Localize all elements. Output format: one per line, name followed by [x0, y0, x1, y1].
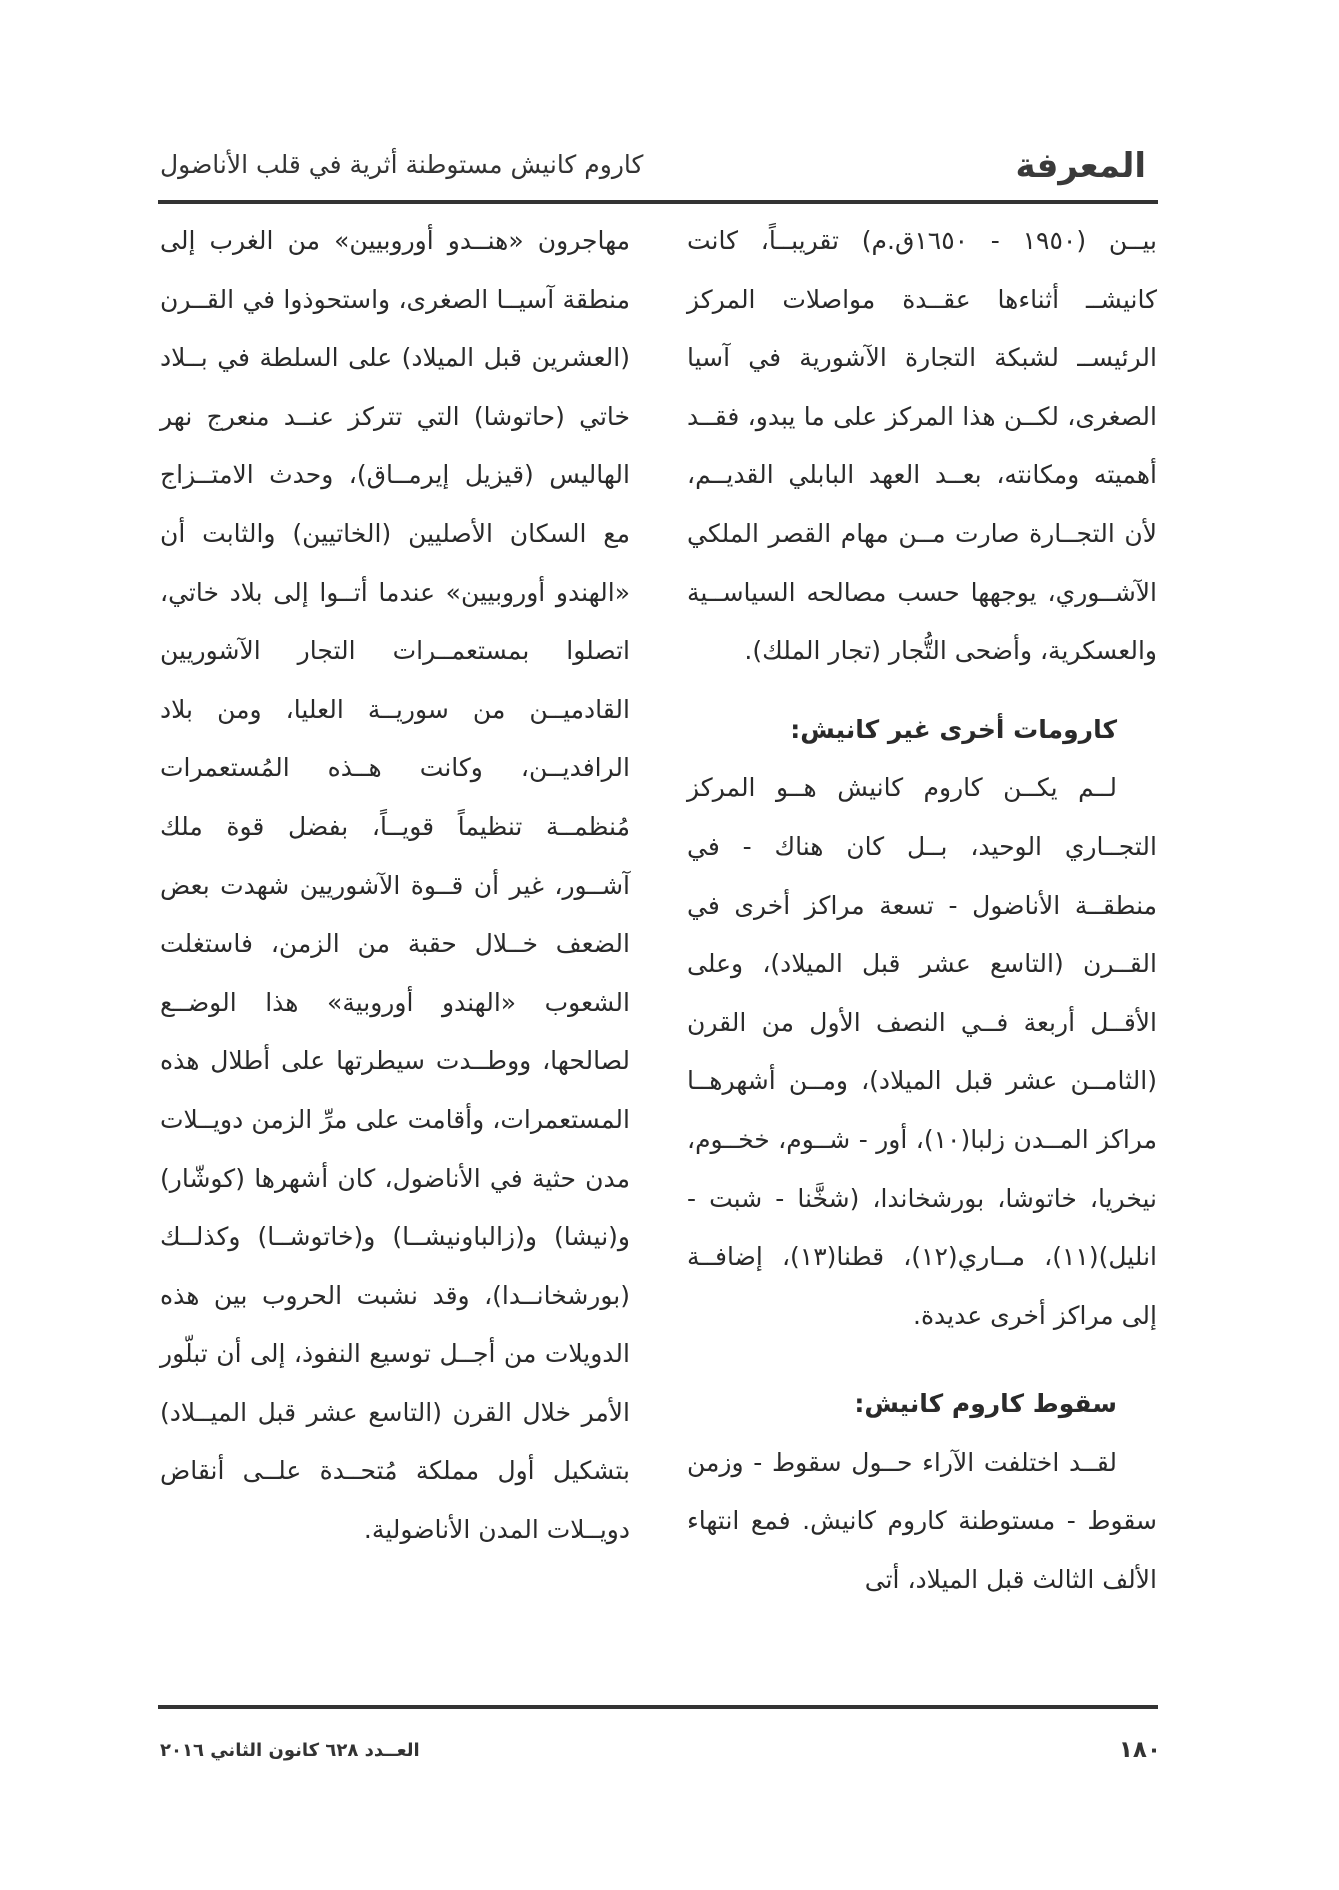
right-paragraph-2: لــم يكــن كاروم كانيش هــو المركز التجــاري الوحيد، بــل كان هناك - في منطقــة الأناضول - تسعة مراكز أخرى في القــرن (التاسع عشر قبل الميلاد)، وعلى الأقــل أربعة فــي النصف الأول من القرن (الثامــن عشر قبل الميلاد)، ومــن أشهرهــا مراكز المــدن زلبا(١٠)، أور - شــوم، خخــوم، نيخريا، خاتوشا، بورشخاندا، (شخَّنا - شبت - انليل)(١١)، مــاري(١٢)، قطنا(١٣)، إضافــة إلى مراكز أخرى عديدة.: [687, 773, 1157, 1330]
left-column: [160, 212, 630, 1560]
section-heading-other-karums: كارومات أخرى غير كانيش:: [790, 714, 1117, 744]
header-rule: [158, 200, 1158, 204]
left-paragraph-1: مهاجرون «هنــدو أوروبيين» من الغرب إلى منطقة آسيــا الصغرى، واستحوذوا في القــرن (العشرين قبل الميلاد) على السلطة في بــلاد خاتي (حاتوشا) التي تتركز عنــد منعرج نهر الهاليس (قيزيل إيرمــاق)، وحدث الامتــزاج مع السكان الأصليين (الخاتيين) والثابت أن «الهندو أوروبيين» عندما أتــوا إلى بلاد خاتي، اتصلوا بمستعمــرات التجار الآشوريين القادميــن من سوريــة العليا، ومن بلاد الرافديــن، وكانت هــذه المُستعمرات مُنظمــة تنظيماً قويــاً، بفضل قوة ملك آشــور، غير أن قــوة الآشوريين شهدت بعض الضعف خــلال حقبة من الزمن، فاستغلت الشعوب «الهندو أوروبية» هذا الوضــع لصالحها، ووطــدت سيطرتها على أطلال هذه المستعمرات، وأقامت على مرِّ الزمن دويــلات مدن حثية في الأناضول، كان أشهرها (كوشّار) و(نيشا) و(زالباونيشــا) و(خاتوشــا) وكذلــك (بورشخانــدا)، وقد نشبت الحروب بين هذه الدويلات من أجــل توسيع النفوذ، إلى أن تبلّور الأمر خلال القرن (التاسع عشر قبل الميــلاد) بتشكيل أول مملكة مُتحــدة علــى أنقاض دويــلات المدن الأناضولية.: [160, 226, 630, 1545]
right-paragraph-1: بيــن (١٩٥٠ - ١٦٥٠ق.م) تقريبــاً، كانت كانيشــ أثناءها عقــدة مواصلات المركز الرئيســ لشبكة التجارة الآشورية في آسيا الصغرى، لكــن هذا المركز على ما يبدو، فقــد أهميته ومكانته، بعــد العهد البابلي القديــم، لأن التجــارة صارت مــن مهام القصر الملكي الآشــوري، يوجهها حسب مصالحه السياســية والعسكرية، وأضحى التُّجار (تجار الملك).: [687, 226, 1157, 666]
right-paragraph-3: لقــد اختلفت الآراء حــول سقوط - وزمن سقوط - مستوطنة كاروم كانيش. فمع انتهاء الألف الثالث قبل الميلاد، أتى: [687, 1447, 1157, 1595]
section-heading-fall-of-kanesh: سقوط كاروم كانيش:: [854, 1389, 1117, 1419]
running-header-title: كاروم كانيش مستوطنة أثرية في قلب الأناضول: [160, 150, 644, 179]
spacer: [687, 681, 1157, 701]
footer-rule: [158, 1705, 1158, 1709]
right-column: [687, 212, 1157, 1610]
issue-info: العــدد ٦٢٨ كانون الثاني ٢٠١٦: [160, 1740, 420, 1761]
page-number: ١٨٠: [1118, 1737, 1161, 1763]
spacer: [687, 1345, 1157, 1375]
magazine-logo: المعرفة: [1015, 146, 1146, 186]
